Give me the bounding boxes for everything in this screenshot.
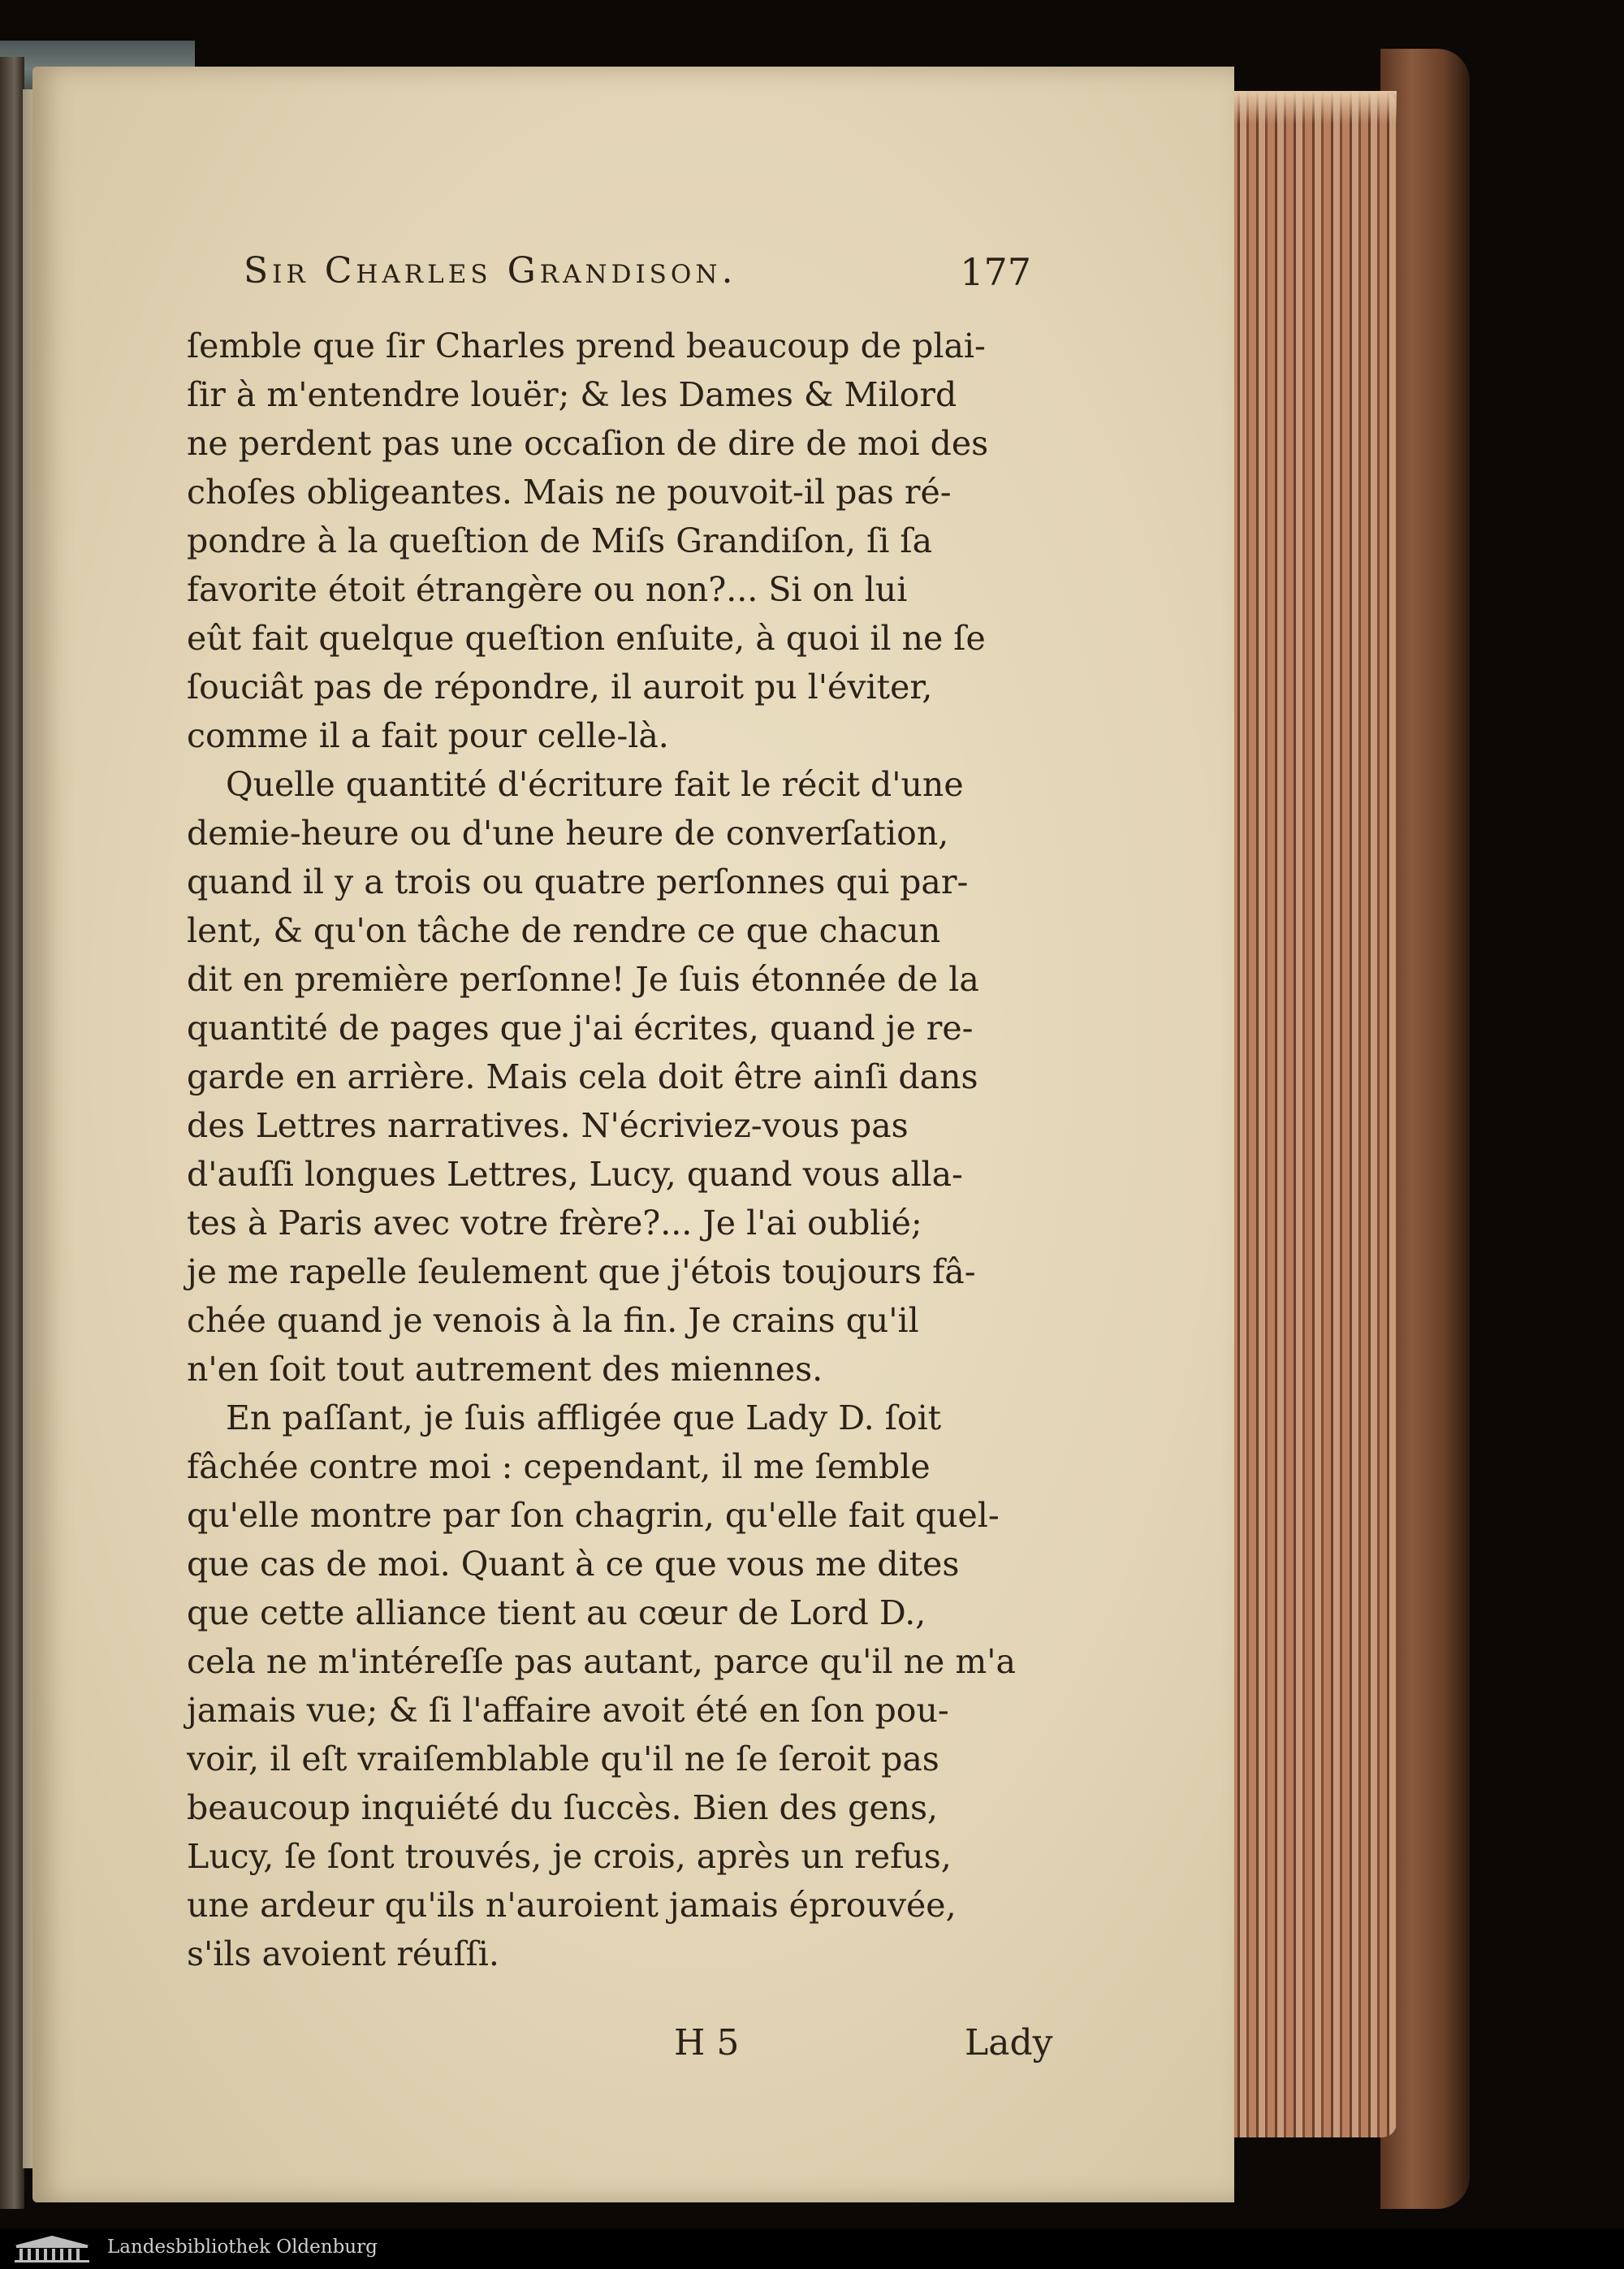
text-line: Lucy, ſe ſont trouvés, je crois, après un refus, bbox=[187, 1837, 952, 1876]
text-line: favorite étoit étrangère ou non?... Si on lui bbox=[187, 570, 908, 609]
text-line: ne perdent pas une occaſion de dire de moi des bbox=[187, 424, 989, 463]
text-line: lent, & qu'on tâche de rendre ce que chacun bbox=[187, 911, 941, 950]
text-line: garde en arrière. Mais cela doit être ainſi dans bbox=[187, 1057, 978, 1096]
footer-bar bbox=[0, 2228, 1624, 2269]
text-line: cela ne m'intéreſſe pas autant, parce qu'il ne m'a bbox=[187, 1642, 1016, 1681]
text-line: je me rapelle ſeulement que j'étois toujours fâ- bbox=[187, 1252, 976, 1291]
text-line: voir, il eſt vraiſemblable qu'il ne ſe ſeroit pas bbox=[187, 1740, 939, 1778]
page-fore-edge bbox=[1230, 91, 1397, 2137]
text-line: s'ils avoient réuſſi. bbox=[187, 1934, 499, 1973]
text-line: des Lettres narratives. N'écriviez-vous pas bbox=[187, 1106, 909, 1145]
page-number: 177 bbox=[960, 250, 1031, 294]
text-line: choſes obligeantes. Mais ne pouvoit-il pas ré- bbox=[187, 473, 952, 512]
text-line: d'auſſi longues Lettres, Lucy, quand vous alla- bbox=[187, 1155, 963, 1194]
text-line: Quelle quantité d'écriture fait le récit d'une bbox=[226, 765, 964, 804]
text-line: ſemble que ſir Charles prend beaucoup de plai- bbox=[187, 326, 986, 365]
text-line: quand il y a trois ou quatre perſonnes qui par- bbox=[187, 862, 969, 901]
text-line: une ardeur qu'ils n'auroient jamais éprouvée, bbox=[187, 1886, 957, 1925]
text-line: En paſſant, je ſuis affligée que Lady D. ſoit bbox=[226, 1398, 942, 1437]
text-line: ſir à m'entendre louër; & les Dames & Milord bbox=[187, 375, 957, 414]
text-line: dit en première perſonne! Je ſuis étonnée de la bbox=[187, 960, 979, 999]
text-line: fâchée contre moi : cependant, il me ſemble bbox=[187, 1447, 931, 1486]
text-line: chée quand je venois à la fin. Je crains qu'il bbox=[187, 1301, 919, 1340]
catchword: Lady bbox=[965, 2022, 1053, 2064]
text-line: jamais vue; & ſi l'affaire avoit été en ſon pou- bbox=[187, 1691, 949, 1730]
text-line: n'en ſoit tout autrement des miennes. bbox=[187, 1350, 823, 1389]
text-line: que cas de moi. Quant à ce que vous me dites bbox=[187, 1545, 960, 1584]
text-line: ſouciât pas de répondre, il auroit pu l'éviter, bbox=[187, 668, 933, 707]
text-line: quantité de pages que j'ai écrites, quand je re- bbox=[187, 1009, 974, 1048]
fore-edge-highlight bbox=[1230, 91, 1397, 123]
library-building-icon bbox=[8, 2234, 96, 2263]
signature-mark: H 5 bbox=[674, 2022, 740, 2064]
left-cover-edge bbox=[0, 57, 24, 2209]
text-line: beaucoup inquiété du ſuccès. Bien des gens, bbox=[187, 1788, 939, 1827]
text-line: demie-heure ou d'une heure de converſation, bbox=[187, 814, 949, 853]
text-line: eût fait quelque queſtion enſuite, à quoi il ne ſe bbox=[187, 619, 986, 658]
text-line: comme il a fait pour celle-là. bbox=[187, 716, 669, 755]
running-title: Sir Charles Grandison. bbox=[244, 250, 737, 292]
text-line: tes à Paris avec votre frère?... Je l'ai oublié; bbox=[187, 1204, 922, 1243]
library-name: Landesbibliothek Oldenburg bbox=[107, 2237, 378, 2258]
page-header bbox=[244, 250, 1031, 299]
text-line: que cette alliance tient au cœur de Lord D., bbox=[187, 1593, 926, 1632]
text-line: qu'elle montre par ſon chagrin, qu'elle fait quel- bbox=[187, 1496, 1000, 1535]
text-line: pondre à la queſtion de Miſs Grandiſon, ſi ſa bbox=[187, 521, 933, 560]
